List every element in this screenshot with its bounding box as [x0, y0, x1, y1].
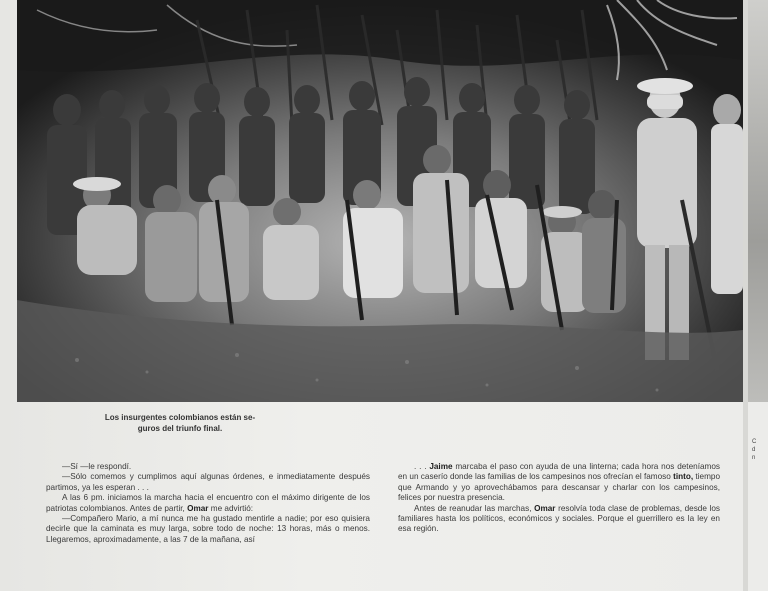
paragraph: —Sí —le respondí. [62, 462, 132, 471]
name-omar: Omar [534, 503, 556, 513]
text-column-right [398, 462, 720, 535]
photo-caption [60, 412, 300, 434]
paragraph-text: me advirtió: [208, 503, 254, 513]
paragraph: —Compañero Mario, a mí nunca me ha gustado mentirle a nadie; por eso quisiera decirle que la caminata es muy larga, sobre todo de noche: 13 horas, más o menos. Llegaremos, aproximadamente, a las 7 de la mañana, así [46, 514, 370, 544]
text-column-left [46, 462, 370, 545]
adjacent-page-photo-edge [748, 0, 768, 402]
paragraph-text: . . . [414, 462, 430, 471]
word-tinto: tinto, [673, 472, 694, 482]
paragraph: —Sólo comemos y cumplimos aquí algunas órdenes, e inmediatamente después partimos, ya les esperan . . . [46, 472, 370, 492]
paragraph [398, 462, 720, 504]
photo-caption-line-2: guros del triunfo final. [137, 424, 223, 433]
group-photo [17, 0, 743, 402]
paragraph [46, 493, 370, 514]
paragraph-text: tiempo que Armando y yo aprovechábamos para descansar y charlar con los campesinos, felices por nuestra presencia. [398, 472, 720, 503]
paragraph-text: Antes de reanudar las marchas, [414, 503, 535, 513]
paragraph-text: A las 6 pm. iniciamos la marcha hacia el encuentro con el máximo dirigente de los patriotas colombianos. Antes de partir, [46, 493, 370, 513]
paragraph-text: marcaba el paso con ayuda de una linterna; cada hora nos deteníamos en un caserío donde las familias de los campesinos nos ofrecían el famoso [398, 462, 720, 482]
name-omar: Omar [187, 503, 209, 513]
paragraph-text: resolvía toda clase de problemas, desde los familiares hasta los políticos, económicos y sociales. Porque el guerrillero es la ley en esa región. [398, 503, 721, 534]
group-photo-illustration [17, 0, 743, 402]
adjacent-page-caption-fragment: C d n [752, 439, 757, 461]
paragraph [398, 504, 720, 535]
name-jaime: Jaime [429, 462, 453, 471]
photo-caption-line-1: Los insurgentes colombianos están se- [104, 413, 256, 422]
